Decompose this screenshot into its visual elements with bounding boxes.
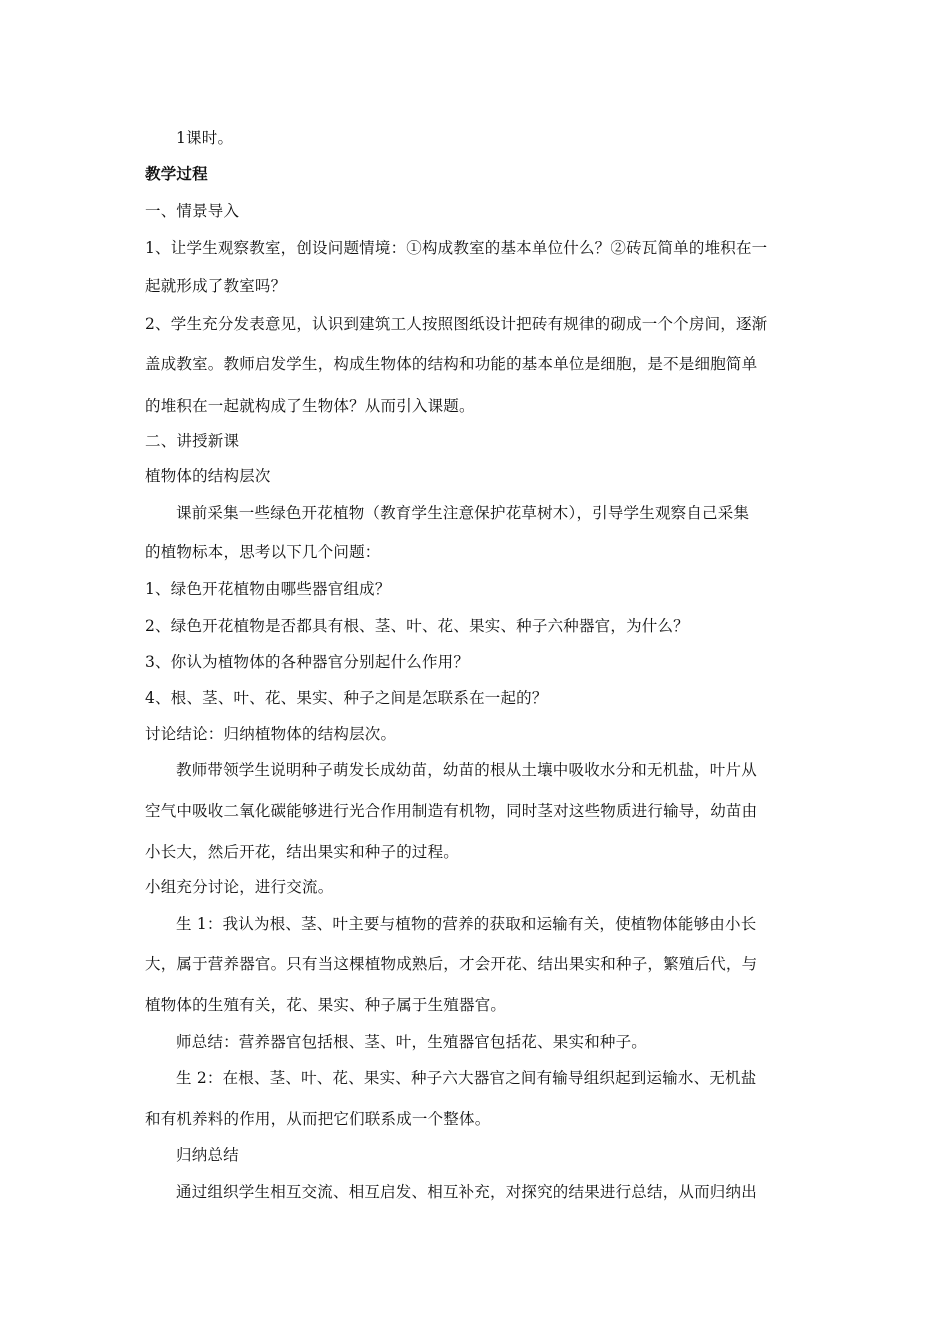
paragraph-line: 2、学生充分发表意见，认识到建筑工人按照图纸设计把砖有规律的砌成一个个房间，逐渐 [145,315,768,333]
question-item: 1、绿色开花植物由哪些器官组成？ [145,580,391,598]
paragraph-line: 的堆积在一起就构成了生物体？从而引入课题。 [145,397,475,415]
paragraph-line: 的植物标本，思考以下几个问题： [145,543,381,561]
subheading-new-lesson: 二、讲授新课 [145,432,240,450]
paragraph-line: 教师带领学生说明种子萌发长成幼苗，幼苗的根从土壤中吸收水分和无机盐，叶片从 [176,761,757,779]
paragraph-line: 小组充分讨论，进行交流。 [145,878,334,896]
text-line-class-hours: 1课时。 [176,129,234,147]
paragraph-line: 师总结：营养器官包括根、茎、叶，生殖器官包括花、果实和种子。 [176,1033,648,1051]
paragraph-line: 起就形成了教室吗？ [145,277,287,295]
section-heading-teaching-process: 教学过程 [145,164,208,183]
question-item: 3、你认为植物体的各种器官分别起什么作用？ [145,653,470,671]
paragraph-line: 生 1：我认为根、茎、叶主要与植物的营养的获取和运输有关，使植物体能够由小长 [176,915,757,933]
paragraph-line: 植物体的生殖有关，花、果实、种子属于生殖器官。 [145,996,507,1014]
paragraph-line: 和有机养料的作用，从而把它们联系成一个整体。 [145,1110,491,1128]
subheading-plant-structure: 植物体的结构层次 [145,467,271,485]
question-item: 4、根、茎、叶、花、果实、种子之间是怎联系在一起的？ [145,689,548,707]
paragraph-line: 课前采集一些绿色开花植物（教育学生注意保护花草树木），引导学生观察自己采集 [176,504,750,522]
paragraph-line: 大，属于营养器官。只有当这棵植物成熟后，才会开花、结出果实和种子，繁殖后代，与 [145,955,758,973]
paragraph-line: 盖成教室。教师启发学生，构成生物体的结构和功能的基本单位是细胞，是不是细胞简单 [145,355,758,373]
subheading-scenario-intro: 一、情景导入 [145,202,240,220]
paragraph-line: 1、让学生观察教室，创设问题情境：①构成教室的基本单位什么？②砖瓦简单的堆积在一 [145,239,768,257]
paragraph-line: 小长大，然后开花，结出果实和种子的过程。 [145,843,460,861]
subheading-summary: 归纳总结 [176,1146,239,1164]
paragraph-line: 生 2：在根、茎、叶、花、果实、种子六大器官之间有输导组织起到运输水、无机盐 [176,1069,757,1087]
paragraph-line: 空气中吸收二氧化碳能够进行光合作用制造有机物，同时茎对这些物质进行输导，幼苗由 [145,802,758,820]
discussion-conclusion: 讨论结论：归纳植物体的结构层次。 [145,725,397,743]
paragraph-line: 通过组织学生相互交流、相互启发、相互补充，对探究的结果进行总结，从而归纳出 [176,1183,757,1201]
question-item: 2、绿色开花植物是否都具有根、茎、叶、花、果实、种子六种器官，为什么？ [145,617,689,635]
